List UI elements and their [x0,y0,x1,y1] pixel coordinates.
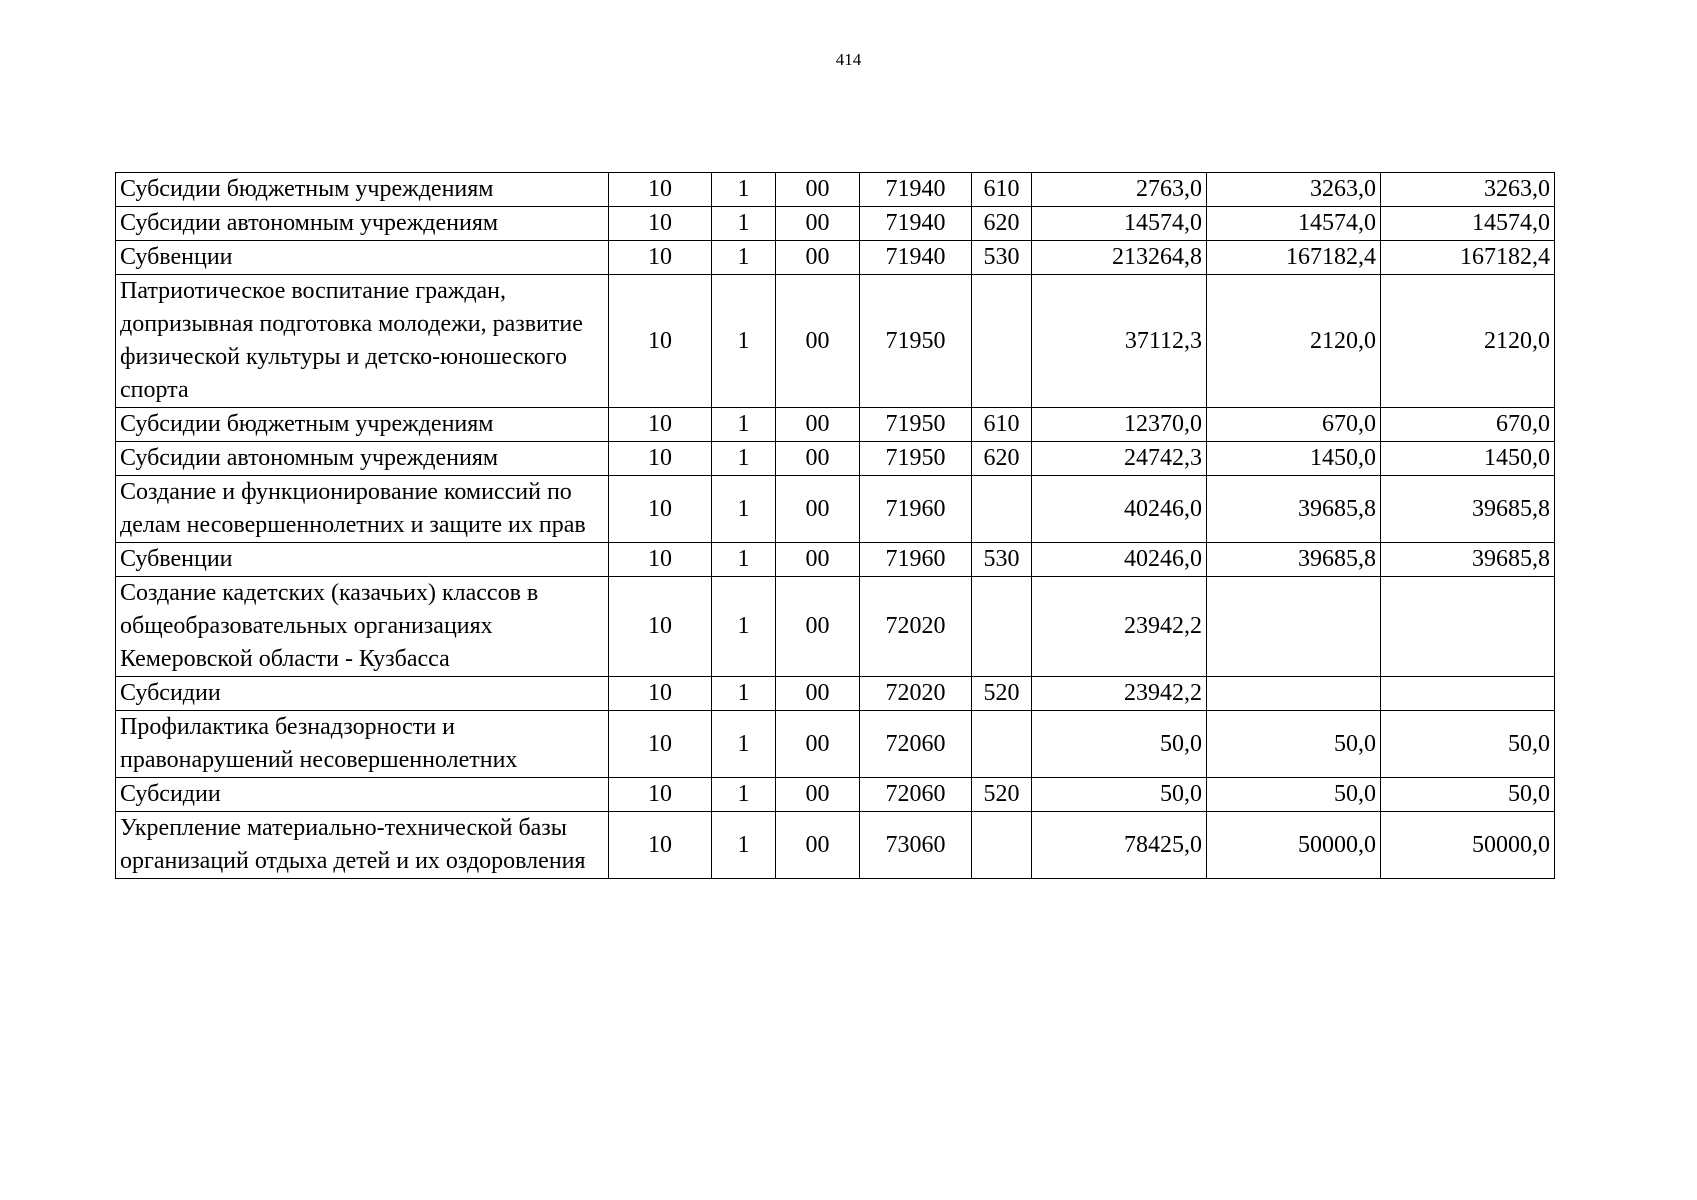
expense-type-code [972,476,1032,543]
table-row [116,476,1555,543]
row-name: Патриотическое воспитание граждан, допризывная подготовка молодежи, развитие физической культуры и детско-юношеского спорта [116,275,609,408]
amount-3: 670,0 [1381,408,1555,442]
direction-code: 71950 [860,275,972,408]
subprogram-code: 00 [776,408,860,442]
amount-1: 12370,0 [1032,408,1207,442]
subprogram-code: 00 [776,275,860,408]
row-name: Субсидии бюджетным учреждениям [116,408,609,442]
expense-type-code: 620 [972,442,1032,476]
expense-type-code: 620 [972,207,1032,241]
section-code: 10 [609,207,712,241]
amount-3: 50000,0 [1381,812,1555,879]
table-row [116,543,1555,577]
amount-1: 50,0 [1032,711,1207,778]
amount-3: 2120,0 [1381,275,1555,408]
amount-2: 39685,8 [1207,543,1381,577]
amount-1: 24742,3 [1032,442,1207,476]
expense-type-code [972,577,1032,677]
expense-type-code [972,812,1032,879]
amount-3: 39685,8 [1381,476,1555,543]
subprogram-code: 00 [776,207,860,241]
program-code: 1 [712,442,776,476]
amount-1: 40246,0 [1032,476,1207,543]
amount-1: 23942,2 [1032,677,1207,711]
direction-code: 71950 [860,442,972,476]
amount-2: 3263,0 [1207,173,1381,207]
expense-type-code: 520 [972,778,1032,812]
amount-3: 1450,0 [1381,442,1555,476]
amount-2: 670,0 [1207,408,1381,442]
section-code: 10 [609,173,712,207]
row-name: Создание и функционирование комиссий по делам несовершеннолетних и защите их прав [116,476,609,543]
amount-3: 50,0 [1381,778,1555,812]
amount-3: 14574,0 [1381,207,1555,241]
row-name: Субсидии автономным учреждениям [116,207,609,241]
direction-code: 71940 [860,173,972,207]
subprogram-code: 00 [776,778,860,812]
amount-1: 40246,0 [1032,543,1207,577]
subprogram-code: 00 [776,173,860,207]
subprogram-code: 00 [776,812,860,879]
amount-3: 50,0 [1381,711,1555,778]
section-code: 10 [609,442,712,476]
amount-1: 23942,2 [1032,577,1207,677]
expense-type-code [972,275,1032,408]
amount-1: 78425,0 [1032,812,1207,879]
amount-3: 3263,0 [1381,173,1555,207]
section-code: 10 [609,241,712,275]
expense-type-code: 610 [972,408,1032,442]
expense-type-code [972,711,1032,778]
page-number: 414 [835,50,862,69]
section-code: 10 [609,577,712,677]
amount-1: 37112,3 [1032,275,1207,408]
budget-table-body [116,173,1555,879]
direction-code: 71940 [860,241,972,275]
table-row [116,241,1555,275]
amount-3: 39685,8 [1381,543,1555,577]
row-name: Субсидии бюджетным учреждениям [116,173,609,207]
program-code: 1 [712,778,776,812]
table-row [116,207,1555,241]
direction-code: 71950 [860,408,972,442]
subprogram-code: 00 [776,442,860,476]
program-code: 1 [712,677,776,711]
table-row [116,275,1555,408]
amount-1: 50,0 [1032,778,1207,812]
amount-2: 1450,0 [1207,442,1381,476]
amount-2: 2120,0 [1207,275,1381,408]
program-code: 1 [712,275,776,408]
section-code: 10 [609,812,712,879]
table-row [116,173,1555,207]
amount-3 [1381,677,1555,711]
program-code: 1 [712,241,776,275]
amount-2: 167182,4 [1207,241,1381,275]
row-name: Субвенции [116,241,609,275]
table-row [116,677,1555,711]
row-name: Субсидии автономным учреждениям [116,442,609,476]
section-code: 10 [609,778,712,812]
row-name: Субсидии [116,677,609,711]
subprogram-code: 00 [776,241,860,275]
amount-2 [1207,577,1381,677]
section-code: 10 [609,476,712,543]
program-code: 1 [712,543,776,577]
subprogram-code: 00 [776,677,860,711]
amount-3: 167182,4 [1381,241,1555,275]
subprogram-code: 00 [776,543,860,577]
row-name: Укрепление материально-технической базы организаций отдыха детей и их оздоровления [116,812,609,879]
section-code: 10 [609,408,712,442]
section-code: 10 [609,275,712,408]
direction-code: 71960 [860,476,972,543]
amount-1: 2763,0 [1032,173,1207,207]
program-code: 1 [712,408,776,442]
table-row [116,577,1555,677]
amount-2: 50000,0 [1207,812,1381,879]
amount-1: 213264,8 [1032,241,1207,275]
direction-code: 72060 [860,711,972,778]
table-row [116,711,1555,778]
expense-type-code: 530 [972,543,1032,577]
table-row [116,408,1555,442]
expense-type-code: 610 [972,173,1032,207]
subprogram-code: 00 [776,476,860,543]
row-name: Субсидии [116,778,609,812]
amount-2: 50,0 [1207,711,1381,778]
expense-type-code: 520 [972,677,1032,711]
program-code: 1 [712,476,776,543]
direction-code: 72020 [860,577,972,677]
row-name: Создание кадетских (казачьих) классов в общеобразовательных организациях Кемеровской области - Кузбасса [116,577,609,677]
direction-code: 71960 [860,543,972,577]
section-code: 10 [609,677,712,711]
direction-code: 72020 [860,677,972,711]
direction-code: 73060 [860,812,972,879]
amount-1: 14574,0 [1032,207,1207,241]
expense-type-code: 530 [972,241,1032,275]
table-row [116,442,1555,476]
amount-2: 50,0 [1207,778,1381,812]
subprogram-code: 00 [776,711,860,778]
direction-code: 71940 [860,207,972,241]
section-code: 10 [609,543,712,577]
amount-3 [1381,577,1555,677]
subprogram-code: 00 [776,577,860,677]
table-row [116,812,1555,879]
amount-2: 14574,0 [1207,207,1381,241]
amount-2 [1207,677,1381,711]
table-row [116,778,1555,812]
program-code: 1 [712,577,776,677]
amount-2: 39685,8 [1207,476,1381,543]
row-name: Профилактика безнадзорности и правонарушений несовершеннолетних [116,711,609,778]
program-code: 1 [712,711,776,778]
section-code: 10 [609,711,712,778]
row-name: Субвенции [116,543,609,577]
program-code: 1 [712,207,776,241]
budget-table [115,172,1555,879]
direction-code: 72060 [860,778,972,812]
program-code: 1 [712,812,776,879]
program-code: 1 [712,173,776,207]
